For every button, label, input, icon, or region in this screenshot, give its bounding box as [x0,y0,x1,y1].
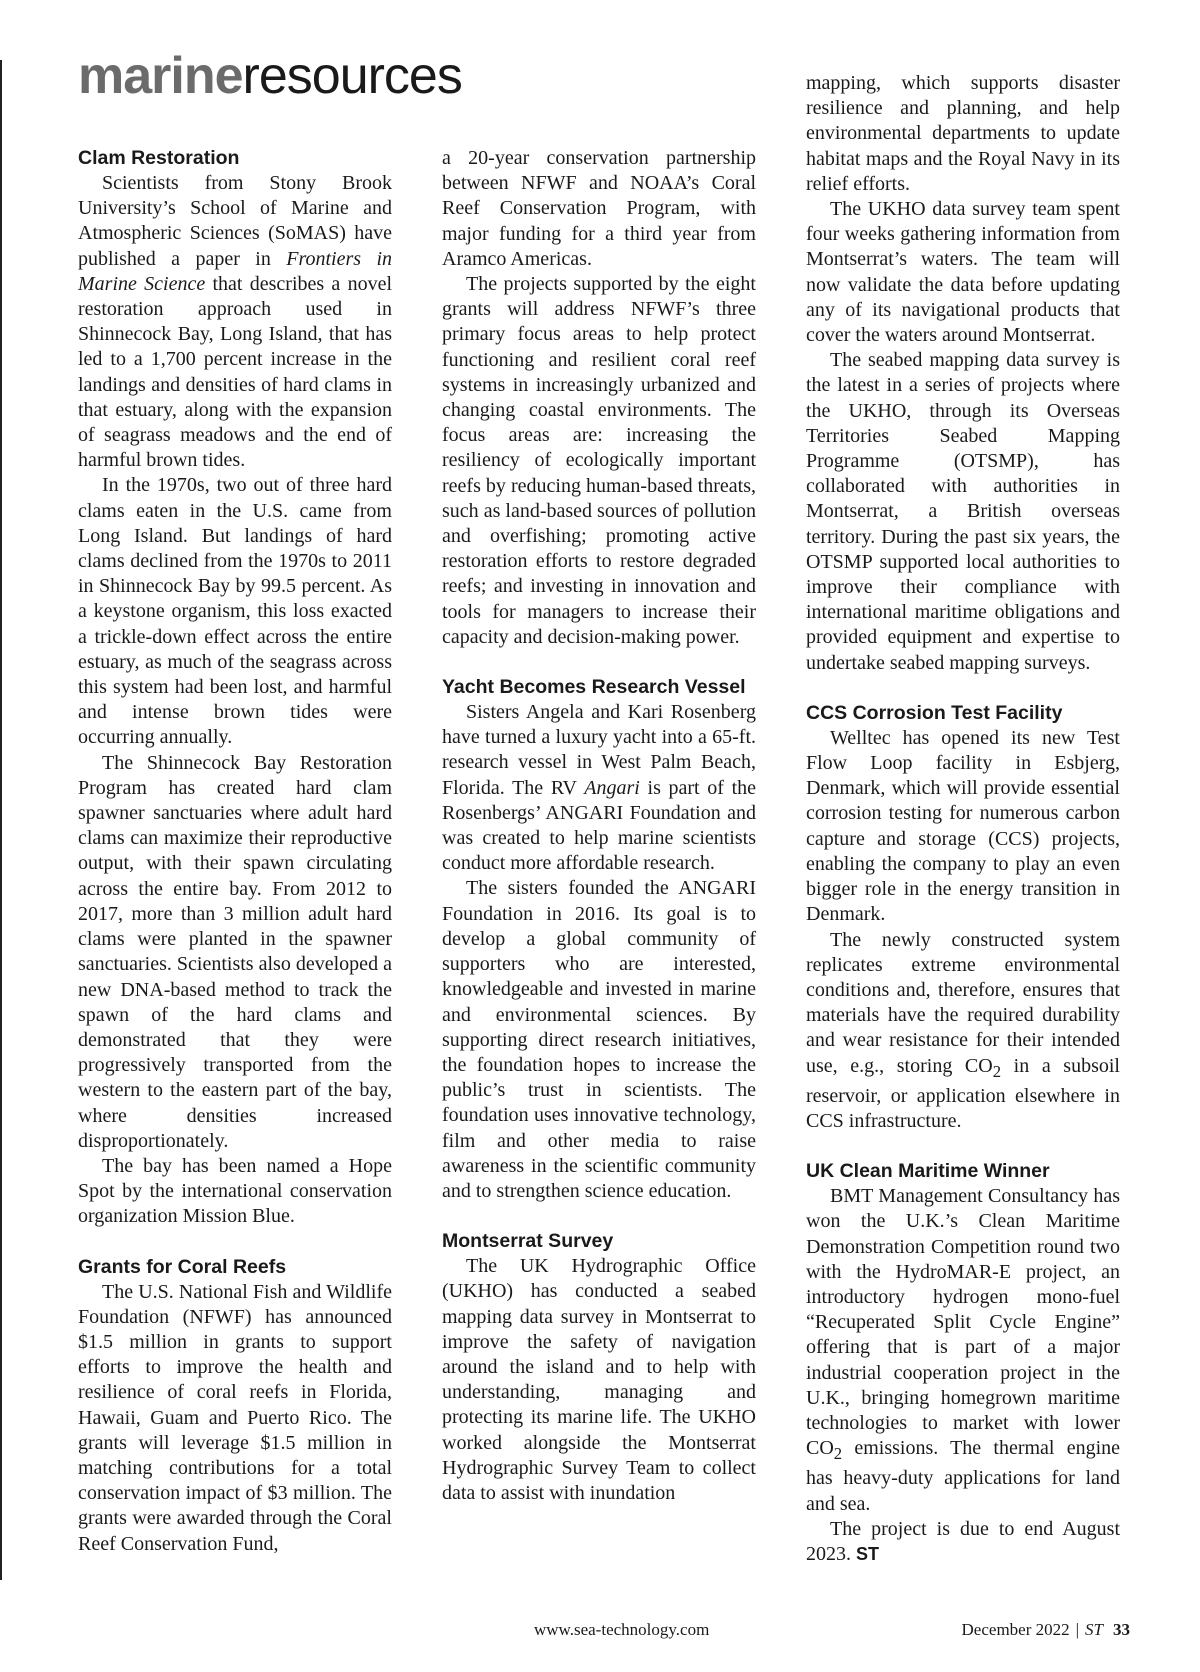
clam-restoration-heading: Clam Restoration [78,147,240,169]
yacht-paragraph-2: The sisters founded the ANGARI Foundation in 2016. Its goal is to develop a global community of supporters who are interested, knowledgeable and invested in marine and environmental sciences. By supporting direct research initiatives, the foundation hopes to increase the public’s trust in scientists. The foundation uses innovative technology, film and other media to raise awareness in the scientific community and to strengthen science education. [442,877,756,1202]
montserrat-paragraph-3: The seabed mapping data survey is the latest in a series of projects where the UKHO, through its Overseas Territories Seabed Mapping Programme (OTSMP), has collaborated with authorities in Montserrat, a British overseas territory. During the past six years, the OTSMP supported local authorities to improve their compliance with international maritime obligations and provided equipment and expertise to undertake seabed mapping surveys. [806,349,1120,674]
uk-paragraph-2: The project is due to end August 2023. ST [806,1517,1120,1565]
ccs-heading: CCS Corrosion Test Facility [806,701,1063,724]
left-margin-rule [0,60,2,1580]
column-3 [806,71,1120,1567]
masthead-light-word: resources [242,47,462,105]
montserrat-heading: Montserrat Survey [442,1230,614,1253]
clam-paragraph-4: The bay has been named a Hope Spot by the international conservation organization Mission Blue. [78,1154,392,1228]
end-of-article-mark: ST [856,1543,880,1564]
yacht-heading: Yacht Becomes Research Vessel [442,676,746,699]
ccs-paragraph-2: The newly constructed system replicates extreme environmental conditions and, therefore, ensures that materials have the required durability and wear resistance for their intended use, e.g., storing $CO_2$ in a subsoil reservoir, or application elsewhere in CCS infrastructure. [806,928,1120,1132]
page-number: 33 [1113,1620,1130,1639]
grants-paragraph-1-continued: a 20-year conservation partnership between NFWF and NOAA’s Coral Reef Conservation Program, with major funding for a third year from Aramco Americas. [442,147,756,270]
clam-paragraph-2: In the 1970s, two out of three hard clams eaten in the U.S. came from Long Island. But landings of hard clams declined from the 1970s to 2011 in Shinnecock Bay by 99.5 percent. As a keystone organism, this loss exacted a trickle-down effect across the entire estuary, as much of the seagrass across this system had been lost, and harmful and intense brown tides were occurring annually. [78,474,392,749]
montserrat-paragraph-2: The UKHO data survey team spent four weeks gathering information from Montserrat’s waters. The team will now validate the data before updating any of its navigational products that cover the waters around Montserrat. [806,198,1120,347]
grants-paragraph-2: The projects supported by the eight grants will address NFWF’s three primary focus areas to help protect functioning and resilient coral reef systems in increasingly urbanized and changing coastal environments. The focus areas are: increasing the resiliency of ecologically important reefs by reducing human-based threats, such as land-based sources of pollution and overfishing; promoting active restoration efforts to restore degraded reefs; and investing in innovation and tools for managers to increase their capacity and decision-making power. [442,273,756,648]
ccs-paragraph-1: Welltec has opened its new Test Flow Loop facility in Esbjerg, Denmark, which will provide essential corrosion testing for numerous carbon capture and storage (CCS) projects, enabling the company to play an even bigger role in the energy transition in Denmark. [806,726,1120,926]
montserrat-paragraph-1-continued: mapping, which supports disaster resilience and planning, and help environmental departments to update habitat maps and the Royal Navy in its relief efforts. [806,72,1120,195]
issue-date: December 2022 [961,1620,1070,1639]
column-1 [78,146,392,1557]
footer-website: www.sea-technology.com [534,1620,710,1639]
clam-paragraph-3: The Shinnecock Bay Restoration Program has created hard clam spawner sanctuaries where adult hard clams can maximize their reproductive output, with their spawn circulating across the entire bay. From 2012 to 2017, more than 3 million adult hard clams were planted in the spawner sanctuaries. Scientists also developed a new DNA-based method to track the spawn of the hard clams and demonstrated that they were progressively transported from the western to the eastern part of the bay, where densities increased disproportionately. [78,751,392,1152]
yacht-paragraph-1: Sisters Angela and Kari Rosenberg have turned a luxury yacht into a 65-ft. research vessel in West Palm Beach, Florida. The RV Angari is part of the Rosenbergs’ ANGARI Foundation and was created to help marine scientists conduct more affordable research. [442,701,757,875]
clam-paragraph-1: Scientists from Stony Brook University’s School of Marine and Atmospheric Sciences (SoMAS) have published a paper in Frontiers in Marine Science that describes a novel restoration approach used in Shinnecock Bay, Long Island, that has led to a 1,700 percent increase in the landings and densities of hard clams in that estuary, along with the expansion of seagrass meadows and the end of harmful brown tides. [78,172,393,472]
uk-paragraph-1: BMT Management Consultancy has won the U.K.’s Clean Maritime Demonstration Competition round two with the HydroMAR-E project, an introductory hydrogen mono-fuel “Recuperated Split Cycle Engine” offering that is part of a major industrial cooperation project in the U.K., bringing homegrown maritime technologies to market with lower $CO_2$ emissions. The thermal engine has heavy-duty applications for land and sea. [806,1185,1120,1515]
publication-abbreviation: ST [1085,1620,1103,1639]
uk-maritime-heading: UK Clean Maritime Winner [806,1160,1050,1183]
footer-issue-info: December 2022 | ST 33 [961,1620,1130,1639]
grants-paragraph-1: The U.S. National Fish and Wildlife Foundation (NFWF) has announced $1.5 million in grants to support efforts to improve the health and resilience of coral reefs in Florida, Hawaii, Guam and Puerto Rico. The grants will leverage $1.5 million in matching contributions for a total conservation impact of $3 million. The grants were awarded through the Coral Reef Conservation Fund, [78,1280,392,1555]
vessel-name: Angari [584,776,640,799]
montserrat-paragraph-1: The UK Hydrographic Office (UKHO) has conducted a seabed mapping data survey in Montserrat to improve the safety of navigation around the island and to help with understanding, managing and protecting its marine life. The UKHO worked alongside the Montserrat Hydrographic Survey Team to collect data to assist with inundation [442,1255,756,1504]
journal-title: Frontiers in Marine Science [78,247,393,295]
masthead-bold-word: marine [78,47,243,105]
coral-grants-heading: Grants for Coral Reefs [78,1255,287,1278]
column-2 [442,146,756,1506]
section-masthead [78,47,462,105]
